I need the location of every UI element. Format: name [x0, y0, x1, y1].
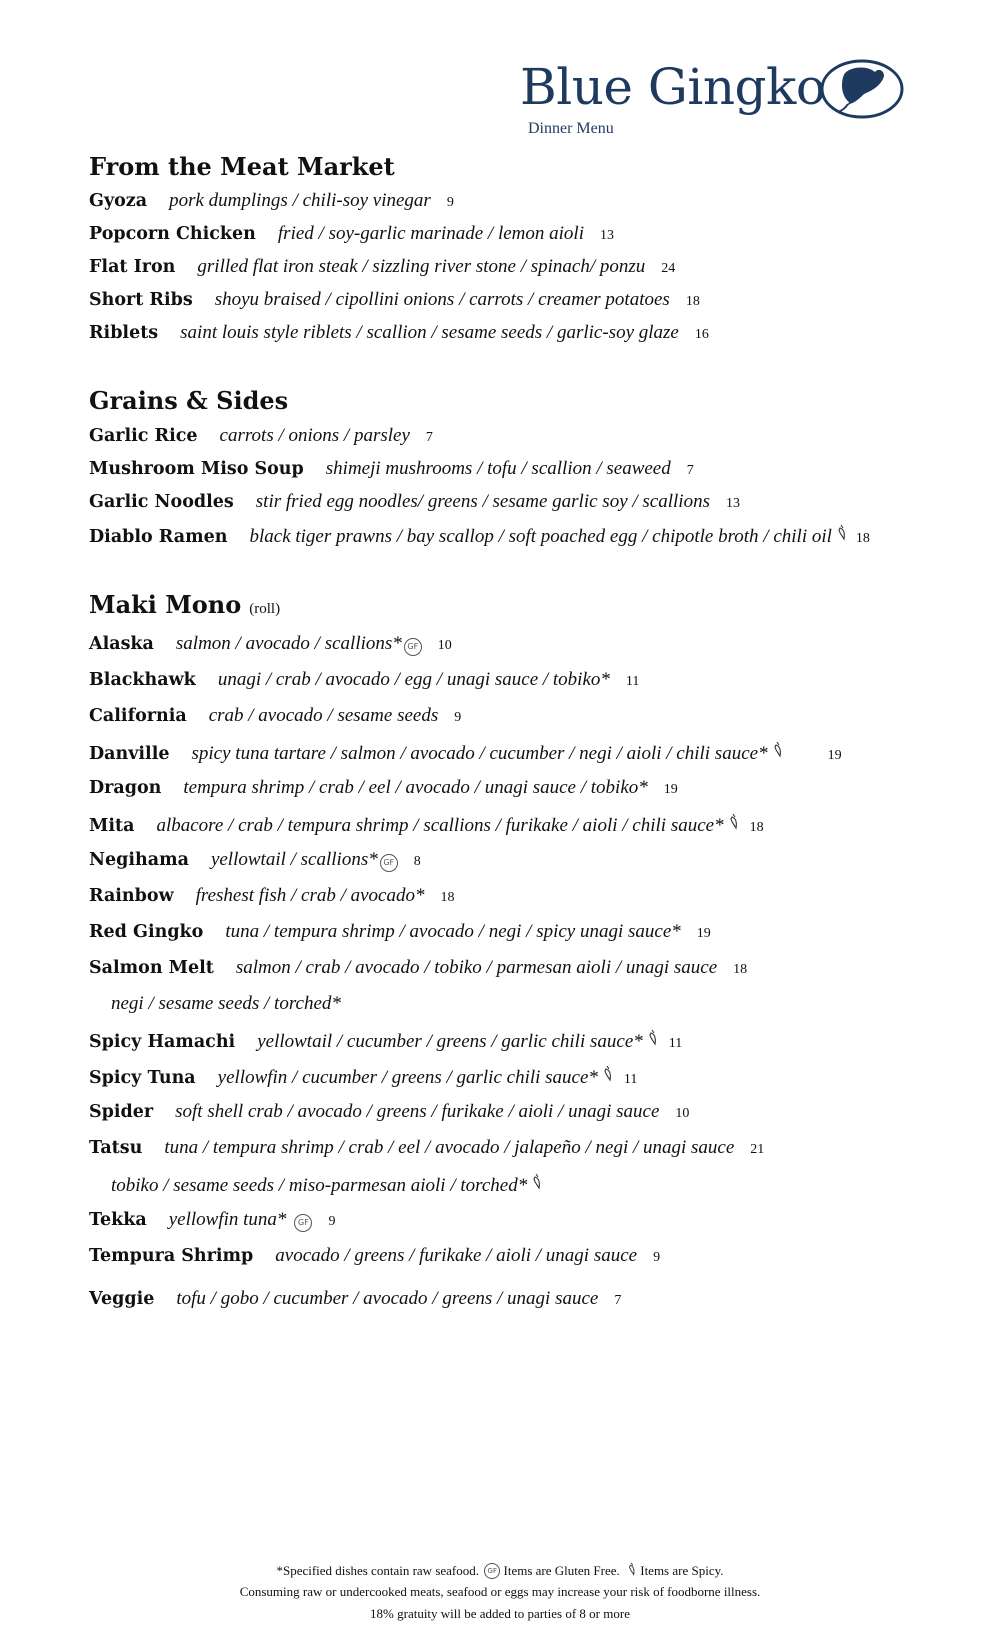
item-name: Diablo Ramen [89, 527, 228, 547]
item-description: avocado / greens / furikake / aioli / unagi sauce [275, 1245, 638, 1266]
item-price: 7 [614, 1293, 622, 1308]
section-title-maki-mono: Maki Mono (roll) [89, 590, 281, 619]
item-price: 18 [749, 820, 764, 835]
item-price: 7 [425, 430, 433, 445]
item-price: 19 [696, 926, 711, 941]
item-price: 18 [685, 294, 700, 309]
raw-seafood-note: *Specified dishes contain raw seafood. [276, 1563, 479, 1578]
item-description: freshest fish / crab / avocado* [195, 885, 425, 906]
chili-pepper-icon [531, 1173, 543, 1191]
item-description: fried / soy-garlic marinade / lemon aioli [277, 223, 584, 244]
item-description: grilled flat iron steak / sizzling river stone / spinach/ ponzu [197, 256, 646, 277]
item-price: 18 [855, 531, 870, 546]
item-name: California [89, 706, 187, 726]
item-name: Veggie [89, 1289, 155, 1309]
spicy-note: Items are Spicy. [640, 1563, 724, 1578]
menu-item [89, 1065, 637, 1091]
item-description: soft shell crab / avocado / greens / furikake / aioli / unagi sauce [175, 1101, 660, 1122]
menu-item [89, 777, 678, 803]
item-price: 11 [623, 1072, 638, 1087]
item-description: unagi / crab / avocado / egg / unagi sauce / tobiko* [217, 669, 610, 690]
item-description: tempura shrimp / crab / eel / avocado / unagi sauce / tobiko* [183, 777, 648, 798]
menu-item-continuation [111, 1173, 543, 1199]
item-name: Red Gingko [89, 922, 204, 942]
brand-header [520, 52, 920, 142]
chili-pepper-icon [772, 741, 784, 759]
item-price: 19 [663, 782, 678, 797]
item-name: Garlic Noodles [89, 492, 234, 512]
item-name: Tekka [89, 1210, 147, 1230]
item-name: Garlic Rice [89, 426, 198, 446]
menu-item [89, 741, 842, 767]
item-name: Riblets [89, 323, 159, 343]
menu-item [89, 921, 711, 947]
item-name: Spicy Tuna [89, 1068, 196, 1088]
menu-item [89, 425, 433, 451]
item-price: 13 [599, 228, 614, 243]
section-title-meat-market: From the Meat Market [89, 152, 395, 181]
menu-item [89, 849, 421, 875]
item-price: 21 [750, 1142, 765, 1157]
item-price: 9 [328, 1214, 336, 1229]
chili-pepper-icon [647, 1029, 659, 1047]
menu-item [89, 256, 675, 282]
item-description: yellowfin / cucumber / greens / garlic chili sauce* [217, 1067, 598, 1088]
item-description: salmon / avocado / scallions* [175, 633, 402, 654]
menu-item [89, 524, 870, 550]
item-description: tuna / tempura shrimp / crab / eel / avocado / jalapeño / negi / unagi sauce [164, 1137, 735, 1158]
item-description: shimeji mushrooms / tofu / scallion / seaweed [325, 458, 671, 479]
item-price: 9 [446, 195, 454, 210]
item-price: 24 [661, 261, 676, 276]
item-description: crab / avocado / sesame seeds [208, 705, 439, 726]
menu-item [89, 705, 461, 731]
item-price: 10 [675, 1106, 690, 1121]
menu-item [89, 223, 614, 249]
item-name: Gyoza [89, 191, 148, 211]
item-price: 19 [827, 748, 842, 763]
menu-item [89, 669, 639, 695]
item-description: albacore / crab / tempura shrimp / scallions / furikake / aioli / chili sauce* [156, 815, 724, 836]
item-description: tofu / gobo / cucumber / avocado / greens / unagi sauce [176, 1288, 599, 1309]
item-price: 18 [440, 890, 455, 905]
item-description: salmon / crab / avocado / tobiko / parmesan aioli / unagi sauce [235, 957, 718, 978]
menu-item [89, 957, 747, 983]
menu-item [89, 1137, 764, 1163]
item-description: yellowfin tuna* [168, 1209, 287, 1230]
item-name: Negihama [89, 850, 189, 870]
gf-icon: GF [294, 1214, 312, 1232]
item-price: 18 [733, 962, 748, 977]
item-price: 7 [686, 463, 694, 478]
item-description: black tiger prawns / bay scallop / soft poached egg / chipotle broth / chili oil [249, 526, 832, 547]
menu-item [89, 885, 455, 911]
food-safety-warning: Consuming raw or undercooked meats, seafood or eggs may increase your risk of foodborne illness. [239, 1584, 761, 1599]
gf-icon: GF [484, 1563, 500, 1579]
gf-icon: GF [404, 638, 422, 656]
item-name: Spider [89, 1102, 154, 1122]
menu-item [89, 633, 452, 659]
item-name: Popcorn Chicken [89, 224, 256, 244]
item-name: Blackhawk [89, 670, 196, 690]
item-name: Danville [89, 744, 170, 764]
section-note: (roll) [249, 601, 281, 617]
gf-icon: GF [380, 854, 398, 872]
footer-legend [0, 1562, 1000, 1579]
item-description: carrots / onions / parsley [219, 425, 410, 446]
item-name: Salmon Melt [89, 958, 214, 978]
chili-pepper-icon [627, 1562, 637, 1577]
menu-subtitle: Dinner Menu [528, 120, 614, 137]
menu-item [89, 1288, 621, 1314]
menu-item [89, 1101, 689, 1127]
menu-item [89, 1209, 335, 1235]
chili-pepper-icon [602, 1065, 614, 1083]
item-name: Flat Iron [89, 257, 176, 277]
item-description: stir fried egg noodles/ greens / sesame garlic soy / scallions [255, 491, 710, 512]
gingko-leaf-icon [820, 58, 904, 120]
section-title-grains-sides: Grains & Sides [89, 386, 289, 415]
item-name: Alaska [89, 634, 154, 654]
item-price: 9 [653, 1250, 661, 1265]
item-description: shoyu braised / cipollini onions / carrots / creamer potatoes [214, 289, 670, 310]
item-name: Mita [89, 816, 135, 836]
item-price: 11 [625, 674, 640, 689]
item-price: 8 [413, 854, 421, 869]
item-description: tuna / tempura shrimp / avocado / negi / spicy unagi sauce* [225, 921, 681, 942]
menu-item [89, 190, 454, 216]
item-name: Rainbow [89, 886, 174, 906]
item-name: Mushroom Miso Soup [89, 459, 304, 479]
item-name: Dragon [89, 778, 162, 798]
menu-item [89, 458, 694, 484]
item-price: 9 [454, 710, 462, 725]
item-description: yellowtail / cucumber / greens / garlic chili sauce* [257, 1031, 643, 1052]
menu-item-continuation [111, 993, 341, 1019]
item-name: Short Ribs [89, 290, 193, 310]
gluten-free-note: Items are Gluten Free. [503, 1563, 620, 1578]
item-price: 11 [668, 1036, 683, 1051]
item-name: Spicy Hamachi [89, 1032, 236, 1052]
menu-item [89, 289, 700, 315]
menu-item [89, 1029, 682, 1055]
item-description: spicy tuna tartare / salmon / avocado / cucumber / negi / aioli / chili sauce* [191, 743, 768, 764]
menu-item [89, 322, 709, 348]
chili-pepper-icon [836, 524, 848, 542]
chili-pepper-icon [728, 813, 740, 831]
gratuity-note: 18% gratuity will be added to parties of 8 or more [370, 1606, 630, 1621]
menu-item [89, 1245, 660, 1271]
item-name: Tatsu [89, 1138, 143, 1158]
item-description: saint louis style riblets / scallion / sesame seeds / garlic-soy glaze [180, 322, 679, 343]
item-price: 10 [437, 638, 452, 653]
item-description: tobiko / sesame seeds / miso-parmesan aioli / torched* [111, 1175, 528, 1196]
item-description: negi / sesame seeds / torched* [111, 993, 341, 1014]
menu-item [89, 813, 764, 839]
menu-item [89, 491, 740, 517]
item-name: Tempura Shrimp [89, 1246, 254, 1266]
item-description: pork dumplings / chili-soy vinegar [169, 190, 431, 211]
item-price: 16 [694, 327, 709, 342]
item-description: yellowtail / scallions* [210, 849, 378, 870]
brand-name: Blue Gingko [520, 58, 826, 116]
item-price: 13 [725, 496, 740, 511]
